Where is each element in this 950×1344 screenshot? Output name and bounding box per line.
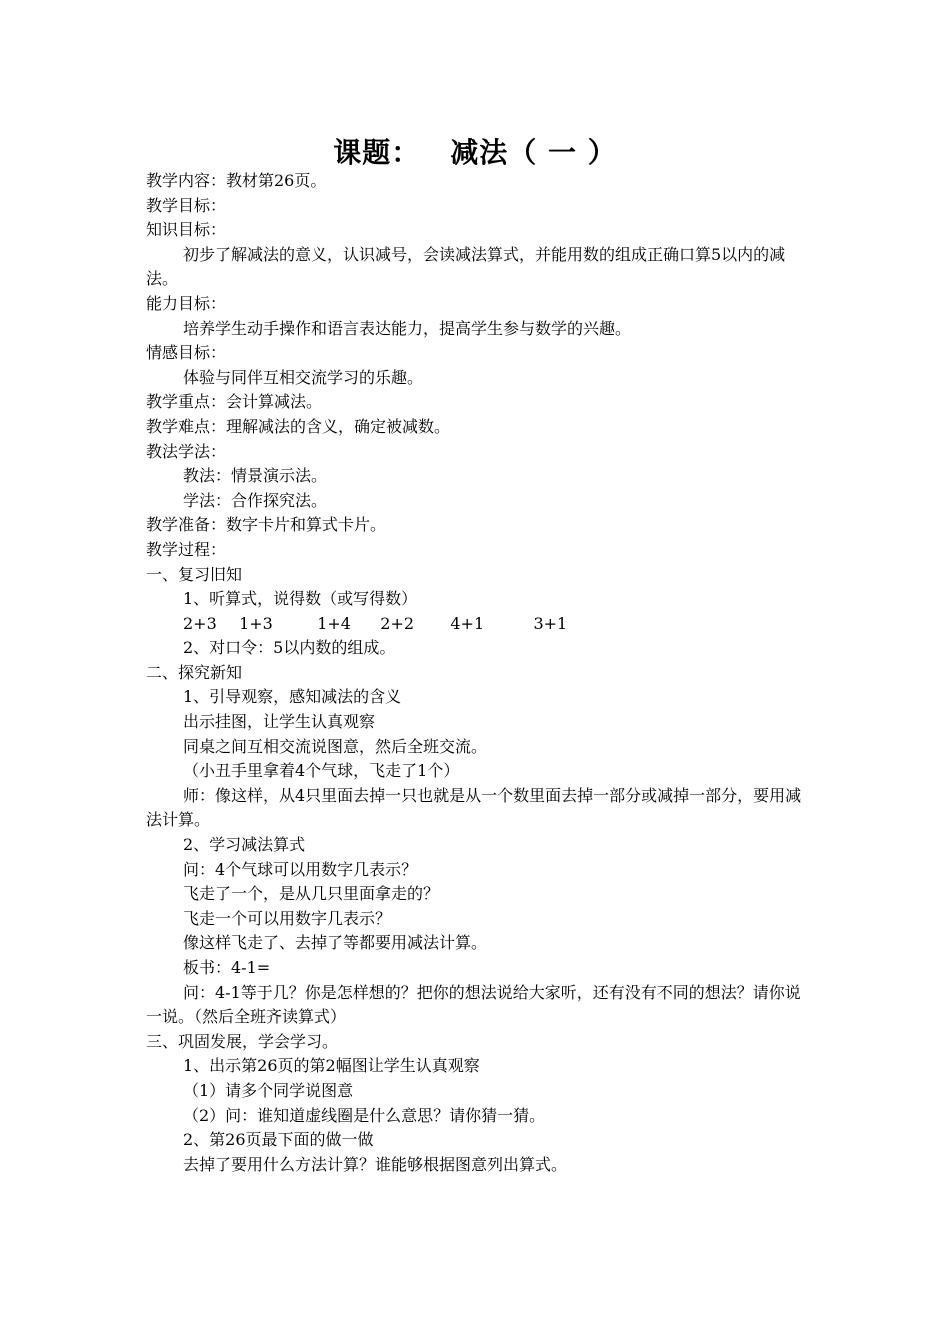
text-line: 问：4个气球可以用数字几表示？ — [183, 859, 418, 879]
text-line: 飞走一个可以用数字几表示？ — [183, 908, 392, 928]
formula-row — [146, 612, 810, 637]
text-line: 教学重点：会计算减法。 — [146, 392, 323, 412]
text-line: （1）请多个同学说图意 — [183, 1080, 354, 1100]
paragraph: 师：像这样，从4只里面去掉一只也就是从一个数里面去掉一部分或减掉一部分，要用减法计算。 — [146, 785, 802, 830]
title-text: 减法（ 一 ） — [450, 136, 617, 169]
text-line: 知识目标： — [146, 220, 227, 240]
text-line: 学法：合作探究法。 — [183, 490, 328, 510]
text-line: （2）问：谁知道虚线圈是什么意思？请你猜一猜。 — [183, 1105, 546, 1125]
text-line: 体验与同伴互相交流学习的乐趣。 — [183, 367, 424, 387]
formula-item: 3+1 — [533, 613, 568, 633]
text-line: 教学内容：教材第26页。 — [146, 171, 327, 190]
text-line: 板书：4-1= — [183, 958, 271, 977]
section-heading: 二、探究新知 — [146, 662, 243, 682]
section-heading: 一、复习旧知 — [146, 564, 243, 584]
text-line: 2、对口令：5以内数的组成。 — [183, 638, 396, 658]
paragraph: 初步了解减法的意义，认识减号，会读减法算式，并能用数的组成正确口算5以内的减法。 — [146, 244, 786, 289]
text-line: 1、听算式，说得数（或写得数） — [183, 589, 418, 609]
section-heading: 三、巩固发展，学会学习。 — [146, 1031, 339, 1051]
text-line: 情感目标： — [146, 343, 227, 363]
text-line: 出示挂图，让学生认真观察 — [183, 712, 376, 732]
formula-item: 4+1 — [450, 613, 485, 633]
text-line: 像这样飞走了、去掉了等都要用减法计算。 — [183, 933, 488, 953]
paragraph: 问：4-1等于几？你是怎样想的？把你的想法说给大家听，还有没有不同的想法？请你说一说。（然后全班齐读算式） — [146, 982, 801, 1027]
text-line: 教学准备：数字卡片和算式卡片。 — [146, 515, 387, 535]
text-line: 1、引导观察，感知减法的含义 — [183, 687, 402, 707]
text-line: 2、第26页最下面的做一做 — [183, 1130, 374, 1150]
text-line: 2、学习减法算式 — [183, 835, 306, 855]
formula-item: 2+2 — [380, 613, 415, 633]
text-line: （小丑手里拿着4个气球，飞走了1个） — [183, 761, 460, 781]
page-title — [0, 136, 950, 170]
formula-item: 2+3 — [183, 613, 217, 633]
text-line: 能力目标： — [146, 293, 227, 313]
formula-item: 1+3 — [239, 613, 273, 633]
text-line: 教学过程： — [146, 539, 227, 559]
text-line: 教学难点：理解减法的含义，确定被减数。 — [146, 416, 451, 436]
text-line: 1、出示第26页的第2幅图让学生认真观察 — [183, 1056, 480, 1076]
text-line: 飞走了一个，是从几只里面拿走的？ — [183, 884, 440, 904]
text-line: 教法学法： — [146, 441, 227, 461]
text-line: 去掉了要用什么方法计算？谁能够根据图意列出算式。 — [183, 1154, 568, 1174]
text-line: 培养学生动手操作和语言表达能力，提高学生参与数学的兴趣。 — [183, 318, 632, 338]
text-line: 教学目标： — [146, 195, 227, 215]
text-line: 教法：情景演示法。 — [183, 466, 328, 486]
title-label: 课题： — [333, 136, 421, 169]
formula-item: 1+4 — [317, 613, 351, 633]
document-body — [146, 169, 810, 1177]
text-line: 同桌之间互相交流说图意，然后全班交流。 — [183, 736, 488, 756]
